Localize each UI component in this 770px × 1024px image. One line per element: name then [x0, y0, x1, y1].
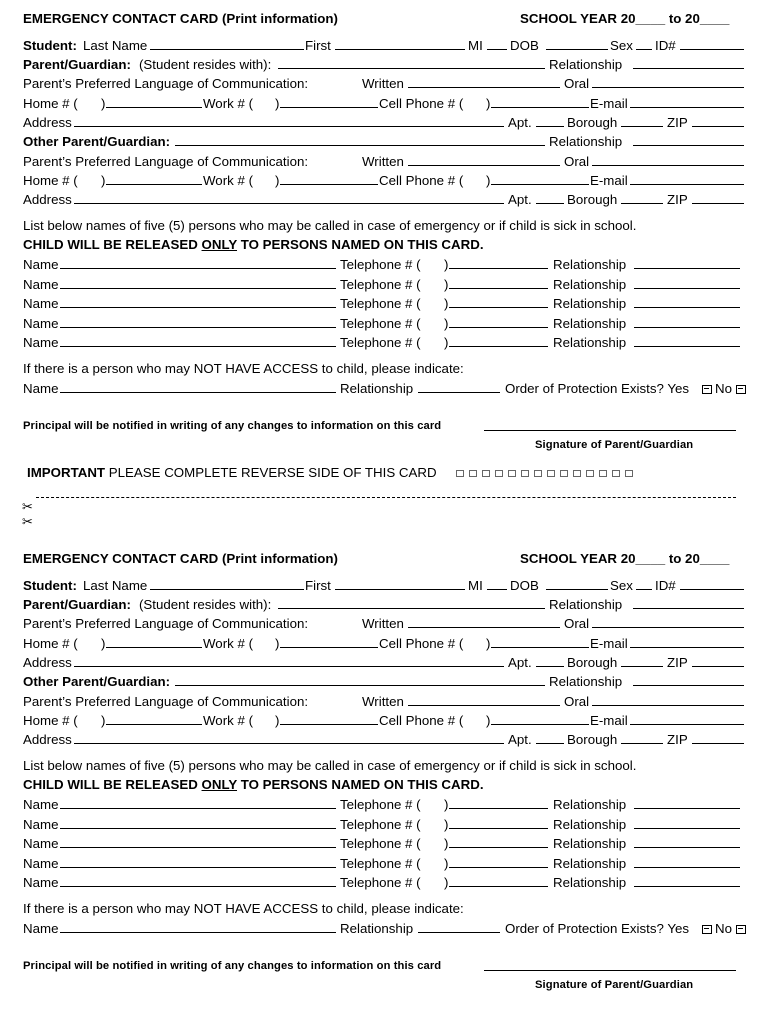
other-parent-label: Other Parent/Guardian:	[23, 674, 171, 689]
telephone-label: Telephone # (	[340, 276, 421, 292]
card-header	[0, 9, 770, 29]
contact-row	[0, 795, 770, 815]
relationship-label: Relationship	[553, 836, 627, 851]
contact-name-field[interactable]	[60, 327, 336, 328]
cell-phone-field[interactable]	[491, 184, 589, 185]
parent-guardian-field[interactable]	[278, 68, 545, 69]
email-label: E-mail	[590, 713, 628, 728]
other-parent-field[interactable]	[175, 685, 545, 686]
email-field[interactable]	[630, 724, 744, 725]
release-row	[0, 235, 770, 255]
address-row-2	[0, 730, 770, 750]
zip-field[interactable]	[692, 743, 744, 744]
written-field[interactable]	[408, 627, 560, 628]
work-phone-label: Work # (	[203, 636, 253, 651]
list-intro-row	[0, 216, 770, 236]
relationship-label: Relationship	[553, 875, 627, 890]
checkbox-icon	[736, 925, 746, 934]
contact-telephone-field[interactable]	[449, 268, 548, 269]
telephone-label: Telephone # (	[340, 855, 421, 871]
home-phone-label: Home # (	[23, 173, 78, 188]
paren: )	[486, 713, 491, 728]
borough-field[interactable]	[621, 743, 663, 744]
written-label: Written	[362, 154, 404, 169]
relationship-label: Relationship	[553, 296, 627, 311]
address-row	[0, 113, 770, 133]
home-phone-field[interactable]	[106, 107, 202, 108]
paren: )	[101, 636, 106, 651]
name-label: Name	[23, 276, 59, 292]
oral-label: Oral	[564, 154, 590, 169]
name-label: Name	[23, 257, 59, 272]
written-label: Written	[362, 76, 404, 91]
paren: )	[101, 173, 106, 188]
contact-name-field[interactable]	[60, 346, 336, 347]
work-phone-field[interactable]	[280, 107, 378, 108]
sex-label: Sex	[610, 38, 633, 53]
phone-row-2	[0, 171, 770, 191]
order-protection-label: Order of Protection Exists? Yes	[505, 381, 690, 396]
name-label: Name	[23, 315, 59, 331]
scissors-icon: ✂	[22, 514, 33, 529]
paren: )	[444, 257, 449, 272]
contact-telephone-field[interactable]	[449, 886, 548, 887]
signature-label: Signature of Parent/Guardian	[535, 439, 694, 451]
other-parent-field[interactable]	[175, 145, 545, 146]
paren: )	[275, 713, 280, 728]
list-intro-text: List below names of five (5) persons who may be called in case of emergency or if child is sick in school.	[23, 218, 637, 233]
relationship-label: Relationship	[553, 335, 627, 350]
principal-notice: Principal will be notified in writing of any changes to information on this card	[23, 420, 442, 432]
relationship-label: Relationship	[549, 597, 623, 612]
id-label: ID#	[655, 578, 676, 593]
preferred-language-label: Parent’s Preferred Language of Communication:	[23, 694, 309, 709]
telephone-label: Telephone # (	[340, 335, 421, 350]
paren: )	[486, 96, 491, 111]
cut-line-row-2	[0, 512, 770, 532]
contact-telephone-field[interactable]	[449, 847, 548, 848]
contact-name-field[interactable]	[60, 886, 336, 887]
zip-field[interactable]	[692, 203, 744, 204]
zip-field[interactable]	[692, 666, 744, 667]
other-relationship-field[interactable]	[633, 145, 744, 146]
oral-field[interactable]	[592, 165, 744, 166]
relationship-label: Relationship	[549, 674, 623, 689]
preferred-language-label: Parent’s Preferred Language of Communication:	[23, 616, 309, 631]
paren: )	[444, 855, 449, 871]
id-field[interactable]	[680, 49, 744, 50]
list-intro-row	[0, 756, 770, 776]
language-row	[0, 74, 770, 94]
sex-field[interactable]	[636, 49, 652, 50]
first-name-field[interactable]	[335, 49, 465, 50]
contact-relationship-field[interactable]	[634, 847, 740, 848]
address-label: Address	[23, 192, 72, 207]
written-field[interactable]	[408, 165, 560, 166]
name-label: Name	[23, 296, 59, 311]
dob-label: DOB	[510, 578, 539, 593]
last-name-field[interactable]	[150, 589, 304, 590]
apt-field[interactable]	[536, 743, 564, 744]
paren: )	[444, 797, 449, 812]
oral-field[interactable]	[592, 705, 744, 706]
work-phone-field[interactable]	[280, 724, 378, 725]
contact-row	[0, 333, 770, 353]
other-parent-label: Other Parent/Guardian:	[23, 134, 171, 149]
contact-relationship-field[interactable]	[634, 288, 740, 289]
contact-row	[0, 815, 770, 835]
apt-field[interactable]	[536, 203, 564, 204]
checkbox-icon	[736, 385, 746, 394]
relationship-label: Relationship	[553, 797, 627, 812]
apt-field[interactable]	[536, 666, 564, 667]
no-access-name-field[interactable]	[60, 392, 336, 393]
signature-row	[0, 436, 770, 456]
oral-field[interactable]	[592, 627, 744, 628]
no-label: No	[715, 921, 732, 936]
relationship-label: Relationship	[340, 921, 414, 936]
zip-field[interactable]	[692, 126, 744, 127]
cell-phone-field[interactable]	[491, 647, 589, 648]
contact-name-field[interactable]	[60, 828, 336, 829]
resides-with-label: (Student resides with):	[139, 597, 272, 612]
no-access-text: If there is a person who may NOT HAVE ACCESS to child, please indicate:	[23, 361, 464, 376]
signature-field[interactable]	[484, 430, 736, 431]
relationship-label: Relationship	[553, 276, 627, 292]
paren: )	[101, 713, 106, 728]
home-phone-label: Home # (	[23, 713, 78, 728]
paren: )	[444, 315, 449, 331]
order-yes-checkbox[interactable]	[700, 379, 712, 398]
work-phone-field[interactable]	[280, 184, 378, 185]
home-phone-field[interactable]	[106, 647, 202, 648]
contact-relationship-field[interactable]	[634, 828, 740, 829]
borough-label: Borough	[567, 192, 618, 207]
school-year-label: SCHOOL YEAR 20____ to 20____	[520, 551, 730, 566]
contact-telephone-field[interactable]	[449, 346, 548, 347]
no-access-relationship-field[interactable]	[418, 932, 500, 933]
dob-field[interactable]	[546, 49, 608, 50]
work-phone-field[interactable]	[280, 647, 378, 648]
address-label: Address	[23, 655, 72, 670]
telephone-label: Telephone # (	[340, 315, 421, 331]
contact-telephone-field[interactable]	[449, 307, 548, 308]
name-label: Name	[23, 797, 59, 812]
email-label: E-mail	[590, 96, 628, 111]
signature-label: Signature of Parent/Guardian	[535, 979, 694, 991]
contact-relationship-field[interactable]	[634, 327, 740, 328]
no-access-fields	[0, 919, 770, 939]
parent-guardian-label: Parent/Guardian:	[23, 57, 131, 72]
scissors-icon: ✂	[22, 499, 33, 514]
phone-row-2	[0, 711, 770, 731]
home-phone-label: Home # (	[23, 636, 78, 651]
contact-telephone-field[interactable]	[449, 288, 548, 289]
first-name-label: First	[305, 38, 331, 53]
no-access-text: If there is a person who may NOT HAVE ACCESS to child, please indicate:	[23, 901, 464, 916]
arrow-right-icon-row	[456, 464, 638, 483]
signature-row	[0, 976, 770, 996]
work-phone-label: Work # (	[203, 713, 253, 728]
apt-label: Apt.	[508, 115, 532, 130]
id-field[interactable]	[680, 589, 744, 590]
no-access-fields	[0, 379, 770, 399]
contact-telephone-field[interactable]	[449, 867, 548, 868]
apt-label: Apt.	[508, 732, 532, 747]
contact-name-field[interactable]	[60, 307, 336, 308]
contact-relationship-field[interactable]	[634, 886, 740, 887]
principal-row	[0, 417, 770, 437]
paren: )	[444, 335, 449, 350]
cell-phone-field[interactable]	[491, 107, 589, 108]
name-label: Name	[23, 855, 59, 871]
paren: )	[275, 173, 280, 188]
zip-label: ZIP	[667, 192, 688, 207]
paren: )	[275, 96, 280, 111]
telephone-label: Telephone # (	[340, 816, 421, 832]
borough-label: Borough	[567, 655, 618, 670]
checkbox-icon	[702, 385, 712, 394]
paren: )	[444, 276, 449, 292]
principal-notice: Principal will be notified in writing of any changes to information on this card	[23, 960, 442, 972]
list-intro-text: List below names of five (5) persons who may be called in case of emergency or if child is sick in school.	[23, 758, 637, 773]
email-field[interactable]	[630, 107, 744, 108]
important-notice: IMPORTANT PLEASE COMPLETE REVERSE SIDE OF THIS CARD	[27, 465, 437, 480]
paren: )	[101, 96, 106, 111]
principal-row	[0, 957, 770, 977]
oral-label: Oral	[564, 76, 590, 91]
relationship-label: Relationship	[553, 855, 627, 871]
cell-phone-label: Cell Phone # (	[379, 636, 464, 651]
relationship-label: Relationship	[549, 134, 623, 149]
address-row	[0, 653, 770, 673]
order-yes-checkbox[interactable]	[700, 919, 712, 938]
dob-label: DOB	[510, 38, 539, 53]
address-field[interactable]	[74, 743, 504, 744]
order-no-checkbox[interactable]	[734, 379, 746, 398]
email-field[interactable]	[630, 184, 744, 185]
relationship-field[interactable]	[633, 608, 744, 609]
relationship-label: Relationship	[553, 816, 627, 832]
name-label: Name	[23, 875, 59, 890]
zip-label: ZIP	[667, 115, 688, 130]
relationship-label: Relationship	[553, 257, 627, 272]
email-label: E-mail	[590, 636, 628, 651]
language-row	[0, 614, 770, 634]
phone-row	[0, 634, 770, 654]
school-year-label: SCHOOL YEAR 20____ to 20____	[520, 11, 730, 26]
paren: )	[444, 875, 449, 890]
paren: )	[444, 816, 449, 832]
apt-field[interactable]	[536, 126, 564, 127]
order-no-checkbox[interactable]	[734, 919, 746, 938]
borough-field[interactable]	[621, 126, 663, 127]
parent-guardian-label: Parent/Guardian:	[23, 597, 131, 612]
work-phone-label: Work # (	[203, 173, 253, 188]
contact-name-field[interactable]	[60, 268, 336, 269]
paren: )	[444, 836, 449, 851]
borough-label: Borough	[567, 115, 618, 130]
order-protection-label: Order of Protection Exists? Yes	[505, 921, 690, 936]
name-label: Name	[23, 921, 59, 936]
no-access-name-field[interactable]	[60, 932, 336, 933]
telephone-label: Telephone # (	[340, 797, 421, 812]
zip-label: ZIP	[667, 655, 688, 670]
no-access-relationship-field[interactable]	[418, 392, 500, 393]
paren: )	[275, 636, 280, 651]
contact-name-field[interactable]	[60, 867, 336, 868]
contact-telephone-field[interactable]	[449, 808, 548, 809]
checkbox-icon	[702, 925, 712, 934]
borough-field[interactable]	[621, 666, 663, 667]
zip-label: ZIP	[667, 732, 688, 747]
id-label: ID#	[655, 38, 676, 53]
cell-phone-label: Cell Phone # (	[379, 96, 464, 111]
resides-with-label: (Student resides with):	[139, 57, 272, 72]
home-phone-field[interactable]	[106, 724, 202, 725]
release-notice: CHILD WILL BE RELEASED ONLY TO PERSONS NAMED ON THIS CARD.	[23, 237, 484, 252]
written-label: Written	[362, 694, 404, 709]
preferred-language-label: Parent’s Preferred Language of Communication:	[23, 154, 309, 169]
telephone-label: Telephone # (	[340, 257, 421, 272]
student-row	[0, 576, 770, 596]
important-row	[0, 463, 770, 483]
telephone-label: Telephone # (	[340, 836, 421, 851]
cell-phone-field[interactable]	[491, 724, 589, 725]
paren: )	[486, 636, 491, 651]
release-row	[0, 775, 770, 795]
signature-field[interactable]	[484, 970, 736, 971]
no-access-row	[0, 359, 770, 379]
borough-label: Borough	[567, 732, 618, 747]
name-label: Name	[23, 335, 59, 350]
language-row-2	[0, 152, 770, 172]
email-field[interactable]	[630, 647, 744, 648]
oral-label: Oral	[564, 616, 590, 631]
apt-label: Apt.	[508, 655, 532, 670]
written-field[interactable]	[408, 87, 560, 88]
no-access-row	[0, 899, 770, 919]
preferred-language-label: Parent’s Preferred Language of Communication:	[23, 76, 309, 91]
sex-field[interactable]	[636, 589, 652, 590]
last-name-field[interactable]	[150, 49, 304, 50]
contact-relationship-field[interactable]	[634, 346, 740, 347]
address-row-2	[0, 190, 770, 210]
email-label: E-mail	[590, 173, 628, 188]
card-title: EMERGENCY CONTACT CARD (Print information)	[23, 11, 338, 26]
contact-relationship-field[interactable]	[634, 808, 740, 809]
parent-guardian-field[interactable]	[278, 608, 545, 609]
written-label: Written	[362, 616, 404, 631]
borough-field[interactable]	[621, 203, 663, 204]
contact-relationship-field[interactable]	[634, 867, 740, 868]
cut-dash-line	[36, 497, 736, 498]
name-label: Name	[23, 836, 59, 851]
sex-label: Sex	[610, 578, 633, 593]
other-relationship-field[interactable]	[633, 685, 744, 686]
contact-row	[0, 275, 770, 295]
contact-row	[0, 314, 770, 334]
contact-row	[0, 294, 770, 314]
release-notice: CHILD WILL BE RELEASED ONLY TO PERSONS NAMED ON THIS CARD.	[23, 777, 484, 792]
telephone-label: Telephone # (	[340, 296, 421, 311]
mi-field[interactable]	[487, 49, 507, 50]
cell-phone-label: Cell Phone # (	[379, 173, 464, 188]
last-name-label: Last Name	[83, 578, 148, 593]
relationship-label: Relationship	[549, 57, 623, 72]
home-phone-label: Home # (	[23, 96, 78, 111]
work-phone-label: Work # (	[203, 96, 253, 111]
contact-row	[0, 834, 770, 854]
name-label: Name	[23, 816, 59, 832]
dob-field[interactable]	[546, 589, 608, 590]
first-name-field[interactable]	[335, 589, 465, 590]
contact-relationship-field[interactable]	[634, 268, 740, 269]
address-label: Address	[23, 115, 72, 130]
mi-field[interactable]	[487, 589, 507, 590]
contact-row	[0, 854, 770, 874]
no-label: No	[715, 381, 732, 396]
relationship-label: Relationship	[553, 315, 627, 331]
mi-label: MI	[468, 578, 483, 593]
contact-telephone-field[interactable]	[449, 828, 548, 829]
other-parent-row	[0, 672, 770, 692]
written-field[interactable]	[408, 705, 560, 706]
name-label: Name	[23, 381, 59, 396]
contact-relationship-field[interactable]	[634, 307, 740, 308]
language-row-2	[0, 692, 770, 712]
contact-name-field[interactable]	[60, 808, 336, 809]
contact-row	[0, 255, 770, 275]
home-phone-field[interactable]	[106, 184, 202, 185]
contact-name-field[interactable]	[60, 288, 336, 289]
cell-phone-label: Cell Phone # (	[379, 713, 464, 728]
other-parent-row	[0, 132, 770, 152]
address-field[interactable]	[74, 126, 504, 127]
parent-guardian-row	[0, 55, 770, 75]
card-header	[0, 549, 770, 569]
student-label: Student:	[23, 578, 77, 593]
oral-label: Oral	[564, 694, 590, 709]
address-label: Address	[23, 732, 72, 747]
student-label: Student:	[23, 38, 77, 53]
phone-row	[0, 94, 770, 114]
oral-field[interactable]	[592, 87, 744, 88]
last-name-label: Last Name	[83, 38, 148, 53]
contact-name-field[interactable]	[60, 847, 336, 848]
contact-row	[0, 873, 770, 893]
card-title: EMERGENCY CONTACT CARD (Print information)	[23, 551, 338, 566]
student-row	[0, 36, 770, 56]
first-name-label: First	[305, 578, 331, 593]
mi-label: MI	[468, 38, 483, 53]
parent-guardian-row	[0, 595, 770, 615]
relationship-field[interactable]	[633, 68, 744, 69]
paren: )	[486, 173, 491, 188]
address-field[interactable]	[74, 203, 504, 204]
paren: )	[444, 296, 449, 311]
telephone-label: Telephone # (	[340, 875, 421, 890]
address-field[interactable]	[74, 666, 504, 667]
contact-telephone-field[interactable]	[449, 327, 548, 328]
relationship-label: Relationship	[340, 381, 414, 396]
apt-label: Apt.	[508, 192, 532, 207]
